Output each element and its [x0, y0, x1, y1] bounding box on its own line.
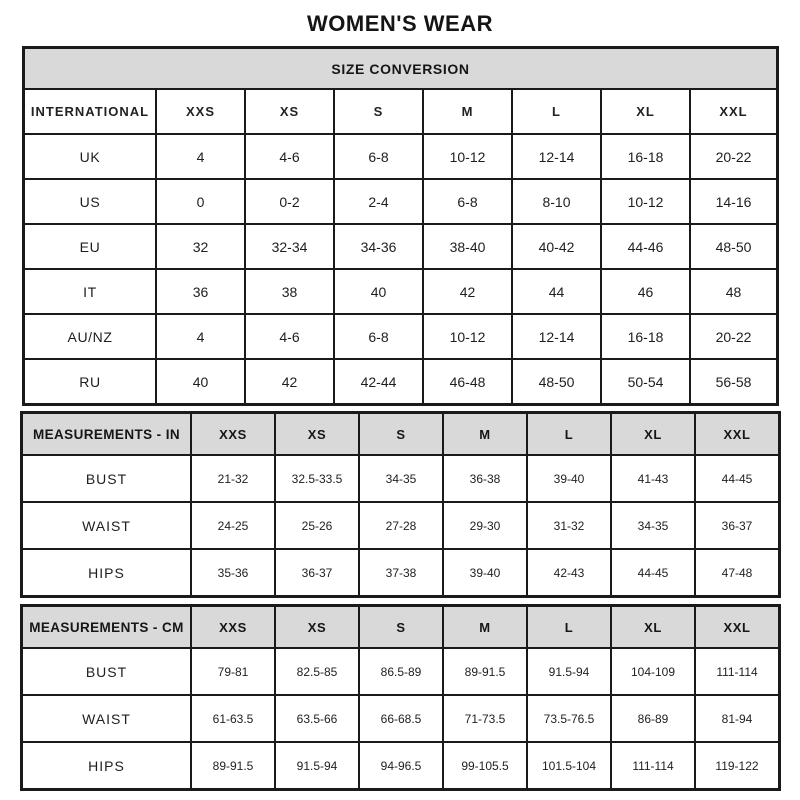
table-cell: 42-44 [334, 359, 423, 404]
table-cell: 89-91.5 [443, 648, 527, 695]
table-row [24, 359, 777, 404]
table-cell: 86.5-89 [359, 648, 443, 695]
table-cell: 42 [245, 359, 334, 404]
table-cell: 20-22 [690, 314, 777, 359]
table-row [24, 224, 777, 269]
column-header: XL [611, 606, 695, 648]
table-cell: 29-30 [443, 502, 527, 549]
table-cell: 44-46 [601, 224, 690, 269]
row-label: WAIST [22, 502, 191, 549]
table-cell: 42 [423, 269, 512, 314]
table-cell: 38 [245, 269, 334, 314]
table-cell: 16-18 [601, 134, 690, 179]
table-cell: 91.5-94 [275, 742, 359, 789]
column-header: XXS [156, 89, 245, 134]
table-cell: 38-40 [423, 224, 512, 269]
column-header: XS [275, 413, 359, 455]
column-header: M [443, 413, 527, 455]
table-row [24, 314, 777, 359]
table-cell: 39-40 [443, 549, 527, 596]
table-cell: 82.5-85 [275, 648, 359, 695]
table-cell: 40 [156, 359, 245, 404]
column-header: XS [245, 89, 334, 134]
table-cell: 14-16 [690, 179, 777, 224]
table-cell: 34-35 [611, 502, 695, 549]
row-label: RU [24, 359, 156, 404]
table-cell: 111-114 [611, 742, 695, 789]
table-cell: 37-38 [359, 549, 443, 596]
table-cell: 46-48 [423, 359, 512, 404]
column-header: XL [611, 413, 695, 455]
table-row [22, 502, 779, 549]
table-cell: 48-50 [690, 224, 777, 269]
table-row [24, 269, 777, 314]
table-cell: 2-4 [334, 179, 423, 224]
table-cell: 4-6 [245, 134, 334, 179]
table-row [22, 695, 779, 742]
row-label: EU [24, 224, 156, 269]
table-cell: 56-58 [690, 359, 777, 404]
row-label: HIPS [22, 742, 191, 789]
column-header: XS [275, 606, 359, 648]
size-conversion-table [23, 47, 778, 405]
table-cell: 4 [156, 314, 245, 359]
table-row [22, 742, 779, 789]
column-header: S [359, 413, 443, 455]
table-cell: 34-36 [334, 224, 423, 269]
table-cell: 32.5-33.5 [275, 455, 359, 502]
column-header: INTERNATIONAL [24, 89, 156, 134]
column-header: S [334, 89, 423, 134]
section-header: MEASUREMENTS - IN [22, 413, 191, 455]
table-cell: 94-96.5 [359, 742, 443, 789]
page-title: WOMEN'S WEAR [307, 11, 493, 36]
table-cell: 32-34 [245, 224, 334, 269]
table-cell: 89-91.5 [191, 742, 275, 789]
column-header: XXL [695, 413, 779, 455]
table-cell: 24-25 [191, 502, 275, 549]
size-conversion-header: SIZE CONVERSION [24, 48, 777, 89]
column-header: XXL [690, 89, 777, 134]
table-cell: 47-48 [695, 549, 779, 596]
row-label: HIPS [22, 549, 191, 596]
row-label: BUST [22, 648, 191, 695]
table-cell: 10-12 [601, 179, 690, 224]
table-cell: 25-26 [275, 502, 359, 549]
measurements-cm-body [22, 648, 779, 789]
table-cell: 91.5-94 [527, 648, 611, 695]
table-cell: 79-81 [191, 648, 275, 695]
table-cell: 36 [156, 269, 245, 314]
table-cell: 40-42 [512, 224, 601, 269]
column-header: S [359, 606, 443, 648]
column-header: M [423, 89, 512, 134]
measurements-in-table [21, 412, 780, 597]
table-cell: 111-114 [695, 648, 779, 695]
table-cell: 35-36 [191, 549, 275, 596]
table-cell: 36-38 [443, 455, 527, 502]
table-cell: 27-28 [359, 502, 443, 549]
table-cell: 66-68.5 [359, 695, 443, 742]
table-cell: 21-32 [191, 455, 275, 502]
column-header: XXS [191, 606, 275, 648]
table-cell: 8-10 [512, 179, 601, 224]
table-cell: 31-32 [527, 502, 611, 549]
column-header: XXS [191, 413, 275, 455]
table-cell: 6-8 [423, 179, 512, 224]
table-cell: 6-8 [334, 314, 423, 359]
column-header: M [443, 606, 527, 648]
table-cell: 101.5-104 [527, 742, 611, 789]
table-cell: 48-50 [512, 359, 601, 404]
row-label: IT [24, 269, 156, 314]
table-cell: 44 [512, 269, 601, 314]
row-label: WAIST [22, 695, 191, 742]
table-cell: 46 [601, 269, 690, 314]
table-cell: 99-105.5 [443, 742, 527, 789]
column-header: L [527, 606, 611, 648]
table-cell: 12-14 [512, 134, 601, 179]
table-row [24, 134, 777, 179]
table-cell: 41-43 [611, 455, 695, 502]
table-cell: 63.5-66 [275, 695, 359, 742]
row-label: BUST [22, 455, 191, 502]
size-conversion-column-row [24, 89, 777, 134]
table-cell: 4-6 [245, 314, 334, 359]
table-cell: 71-73.5 [443, 695, 527, 742]
table-cell: 44-45 [695, 455, 779, 502]
table-cell: 44-45 [611, 549, 695, 596]
measurements-cm-table [21, 605, 780, 790]
column-header: L [527, 413, 611, 455]
table-cell: 0-2 [245, 179, 334, 224]
table-cell: 42-43 [527, 549, 611, 596]
size-conversion-body [24, 134, 777, 404]
column-header: XL [601, 89, 690, 134]
section-header: MEASUREMENTS - CM [22, 606, 191, 648]
table-cell: 32 [156, 224, 245, 269]
table-cell: 40 [334, 269, 423, 314]
measurements-cm-column-row [22, 606, 779, 648]
table-cell: 12-14 [512, 314, 601, 359]
table-cell: 10-12 [423, 314, 512, 359]
table-cell: 104-109 [611, 648, 695, 695]
table-row [22, 455, 779, 502]
table-cell: 34-35 [359, 455, 443, 502]
table-cell: 48 [690, 269, 777, 314]
table-cell: 86-89 [611, 695, 695, 742]
table-cell: 119-122 [695, 742, 779, 789]
row-label: US [24, 179, 156, 224]
table-cell: 61-63.5 [191, 695, 275, 742]
table-cell: 36-37 [275, 549, 359, 596]
table-cell: 36-37 [695, 502, 779, 549]
row-label: UK [24, 134, 156, 179]
table-cell: 0 [156, 179, 245, 224]
measurements-in-column-row [22, 413, 779, 455]
table-row [24, 179, 777, 224]
table-cell: 50-54 [601, 359, 690, 404]
table-cell: 6-8 [334, 134, 423, 179]
column-header: XXL [695, 606, 779, 648]
table-row [22, 648, 779, 695]
size-conversion-banner-row [24, 48, 777, 89]
table-cell: 16-18 [601, 314, 690, 359]
measurements-in-body [22, 455, 779, 596]
table-cell: 81-94 [695, 695, 779, 742]
table-cell: 73.5-76.5 [527, 695, 611, 742]
table-cell: 4 [156, 134, 245, 179]
row-label: AU/NZ [24, 314, 156, 359]
table-cell: 10-12 [423, 134, 512, 179]
table-cell: 39-40 [527, 455, 611, 502]
table-row [22, 549, 779, 596]
column-header: L [512, 89, 601, 134]
table-cell: 20-22 [690, 134, 777, 179]
